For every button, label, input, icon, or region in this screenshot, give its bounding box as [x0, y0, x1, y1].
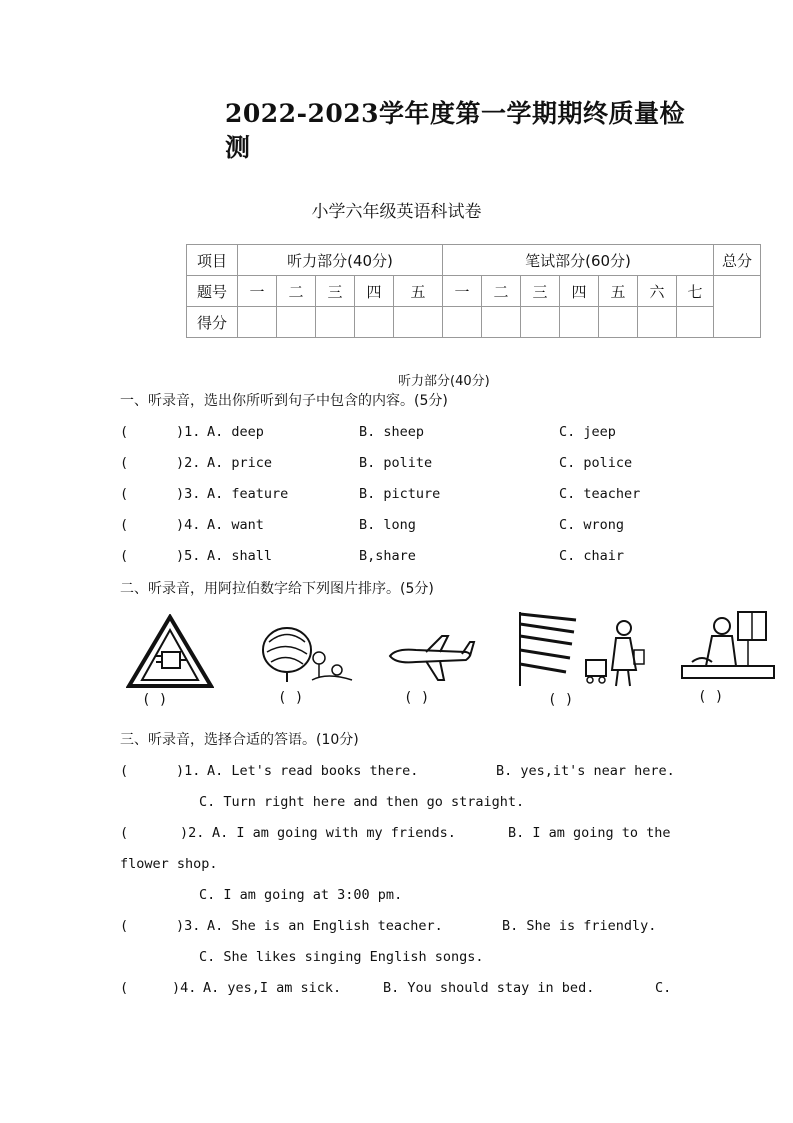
- s3-q1-number: )1.: [176, 763, 201, 779]
- score-cell[interactable]: [638, 307, 677, 338]
- s1-q5-option-c: C. chair: [559, 548, 625, 564]
- question-no-cell: 七: [677, 276, 714, 307]
- s3-q2-number: )2.: [180, 825, 205, 841]
- supermarket-shopper-icon: [516, 610, 646, 690]
- question-no-cell: 三: [316, 276, 355, 307]
- s3-q4-number: )4.: [172, 980, 197, 996]
- header-cell-score: 得分: [187, 307, 238, 338]
- title-line-2: 测: [225, 133, 251, 162]
- s1-q4-option-c: C. wrong: [559, 517, 625, 533]
- listening-section-header: 听力部分(40分): [398, 374, 490, 389]
- picture-2-answer-blank[interactable]: ( ): [278, 690, 304, 706]
- score-cell[interactable]: [599, 307, 638, 338]
- s3-q4-option-a: A. yes,I am sick.: [203, 980, 342, 996]
- s1-q3-paren: (: [120, 486, 129, 502]
- score-cell[interactable]: [238, 307, 277, 338]
- score-cell[interactable]: [316, 307, 355, 338]
- s3-q3-option-b: B. She is friendly.: [502, 918, 657, 934]
- picture-1-answer-blank[interactable]: ( ): [142, 692, 168, 708]
- s1-q4-option-b: B. long: [359, 517, 416, 533]
- s1-q2-paren: (: [120, 455, 129, 471]
- score-cell[interactable]: [443, 307, 482, 338]
- s3-q4-option-b: B. You should stay in bed.: [383, 980, 595, 996]
- s1-q4-number: )4.: [176, 517, 201, 533]
- question-no-cell: 三: [521, 276, 560, 307]
- score-cell[interactable]: [277, 307, 316, 338]
- s3-q3-number: )3.: [176, 918, 201, 934]
- picture-3-answer-blank[interactable]: ( ): [404, 690, 430, 706]
- woman-cooking-icon: [678, 608, 780, 688]
- s3-q4-paren: (: [120, 980, 129, 996]
- question-no-cell: 二: [482, 276, 521, 307]
- s3-q2-paren: (: [120, 825, 129, 841]
- s1-q5-option-b: B,share: [359, 548, 416, 564]
- s1-q1-option-c: C. jeep: [559, 424, 616, 440]
- s3-q2-option-a: A. I am going with my friends.: [212, 825, 456, 841]
- s3-q1-option-b: B. yes,it's near here.: [496, 763, 675, 779]
- header-cell-item: 项目: [187, 245, 238, 276]
- question-no-cell: 五: [394, 276, 443, 307]
- title-line-1: 2022-2023学年度第一学期期终质量检: [225, 99, 686, 128]
- s3-q3-option-a: A. She is an English teacher.: [207, 918, 443, 934]
- airplane-icon: [386, 630, 476, 686]
- s1-q1-option-a: A. deep: [207, 424, 264, 440]
- s1-q2-number: )2.: [176, 455, 201, 471]
- s1-q2-option-c: C. police: [559, 455, 633, 471]
- question-no-cell: 二: [277, 276, 316, 307]
- s3-q3-paren: (: [120, 918, 129, 934]
- picture-4-answer-blank[interactable]: ( ): [548, 692, 574, 708]
- s1-q3-number: )3.: [176, 486, 201, 502]
- total-score-cell[interactable]: [714, 276, 761, 338]
- header-cell-question-no: 题号: [187, 276, 238, 307]
- s1-q5-paren: (: [120, 548, 129, 564]
- s1-q5-option-a: A. shall: [207, 548, 273, 564]
- question-no-cell: 一: [443, 276, 482, 307]
- s1-q5-number: )5.: [176, 548, 201, 564]
- s3-q3-option-c: C. She likes singing English songs.: [199, 949, 484, 965]
- s3-q4-option-c: C.: [655, 980, 672, 996]
- s1-q3-option-a: A. feature: [207, 486, 289, 502]
- score-cell[interactable]: [521, 307, 560, 338]
- s1-q4-option-a: A. want: [207, 517, 264, 533]
- score-table: [186, 244, 761, 338]
- question-no-cell: 一: [238, 276, 277, 307]
- s1-q3-option-c: C. teacher: [559, 486, 641, 502]
- header-cell-listening: 听力部分(40分): [238, 245, 443, 276]
- page-title: [225, 97, 695, 165]
- question-no-cell: 四: [560, 276, 599, 307]
- score-cell[interactable]: [482, 307, 521, 338]
- section3-title: 三、听录音，选择合适的答语。(10分): [120, 732, 359, 748]
- s3-q2-option-b: B. I am going to the: [508, 825, 671, 841]
- tree-and-flowers-icon: [257, 622, 357, 686]
- question-no-cell: 六: [638, 276, 677, 307]
- score-cell[interactable]: [355, 307, 394, 338]
- header-cell-writing: 笔试部分(60分): [443, 245, 714, 276]
- score-cell[interactable]: [677, 307, 714, 338]
- s3-q1-paren: (: [120, 763, 129, 779]
- s1-q1-paren: (: [120, 424, 129, 440]
- s3-q1-option-c: C. Turn right here and then go straight.: [199, 794, 525, 810]
- page-subtitle: 小学六年级英语科试卷: [311, 202, 482, 222]
- s1-q2-option-b: B. polite: [359, 455, 433, 471]
- question-no-cell: 五: [599, 276, 638, 307]
- warning-sign-icon: [126, 614, 214, 690]
- section1-title: 一、听录音，选出你所听到句子中包含的内容。(5分): [120, 393, 448, 409]
- s3-q1-option-a: A. Let's read books there.: [207, 763, 419, 779]
- s1-q2-option-a: A. price: [207, 455, 273, 471]
- s1-q4-paren: (: [120, 517, 129, 533]
- picture-5-answer-blank[interactable]: ( ): [698, 689, 724, 705]
- section2-title: 二、听录音，用阿拉伯数字给下列图片排序。(5分): [120, 581, 434, 597]
- s1-q1-number: )1.: [176, 424, 201, 440]
- s3-q2-option-b-continued: flower shop.: [120, 856, 218, 872]
- score-cell[interactable]: [560, 307, 599, 338]
- s1-q3-option-b: B. picture: [359, 486, 441, 502]
- s1-q1-option-b: B. sheep: [359, 424, 425, 440]
- score-cell[interactable]: [394, 307, 443, 338]
- header-cell-total: 总分: [714, 245, 761, 276]
- s3-q2-option-c: C. I am going at 3:00 pm.: [199, 887, 403, 903]
- question-no-cell: 四: [355, 276, 394, 307]
